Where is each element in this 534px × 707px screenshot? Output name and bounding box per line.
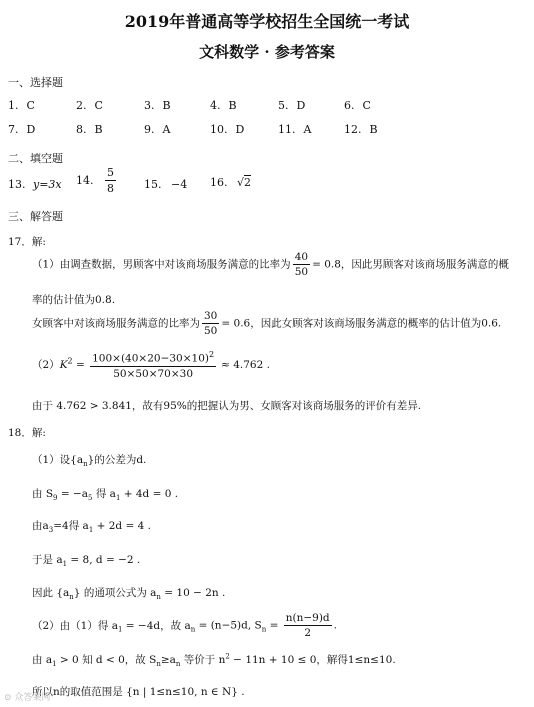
superscript: 2 xyxy=(225,652,230,661)
superscript: 2 xyxy=(67,356,73,366)
q18-line7 xyxy=(32,652,396,668)
text: 女顾客中对该商场服务满意的比率为 xyxy=(32,317,200,330)
fraction-denominator: 8 xyxy=(107,182,114,195)
answer-value: A xyxy=(303,123,312,136)
text: 由a xyxy=(32,520,49,532)
sqrt-expression xyxy=(237,176,251,189)
answer-value: C xyxy=(26,99,35,112)
text: }的公差为d. xyxy=(87,454,147,466)
text: + 4d = 0 . xyxy=(120,488,179,500)
answer-value: y=3x xyxy=(33,178,62,191)
subscript: n xyxy=(175,660,181,669)
text: 由 S xyxy=(32,488,54,500)
fraction-denominator: 50 xyxy=(294,266,309,278)
text: 得 a xyxy=(92,488,116,500)
fill-answer-15 xyxy=(144,178,187,191)
choice-answer xyxy=(210,123,244,136)
text: =4得 a xyxy=(53,520,89,532)
question-number: 2. xyxy=(76,99,87,112)
q17-line2: 率的估计值为0.8. xyxy=(32,294,116,306)
fraction-numerator: 40 xyxy=(294,251,309,263)
subscript: 1 xyxy=(62,560,68,569)
watermark xyxy=(4,690,50,703)
text: 由 a xyxy=(32,654,53,666)
fraction-denominator: 50×50×70×30 xyxy=(113,367,194,380)
fraction xyxy=(293,251,310,278)
choice-answer xyxy=(278,99,305,112)
fraction xyxy=(284,612,332,639)
text: > 0 知 d < 0，故 S xyxy=(56,654,157,666)
fraction-numerator: 30 xyxy=(204,310,218,322)
text: = 0.8 xyxy=(312,258,341,271)
subscript: 1 xyxy=(52,660,57,669)
question-number: 6. xyxy=(344,99,355,112)
text: = (n−5)d, S xyxy=(195,619,262,632)
fraction-denominator: 2 xyxy=(304,627,312,639)
page-subtitle: 文科数学 · 参考答案 xyxy=(199,43,335,61)
question-number: 15. xyxy=(144,178,162,191)
question-number: 9. xyxy=(144,123,155,136)
text: = xyxy=(266,619,282,632)
text: 于是 a xyxy=(32,554,63,566)
q17-label: 17．解: xyxy=(8,236,46,248)
q18-line5 xyxy=(32,585,225,601)
choice-answer xyxy=(8,123,35,136)
choice-answer xyxy=(210,99,237,112)
answer-value: B xyxy=(162,99,171,112)
text: = −a xyxy=(57,488,89,500)
subscript: 5 xyxy=(88,494,93,503)
q17-line1 xyxy=(32,251,509,278)
subscript: 9 xyxy=(53,494,58,503)
text: = xyxy=(72,358,89,371)
text: （2） xyxy=(32,358,60,371)
subscript: n xyxy=(261,625,267,634)
question-number: 12. xyxy=(344,123,362,136)
q17-line5: 由于 4.762 > 3.841，故有95%的把握认为男、女顾客对该商场服务的评价有差异. xyxy=(32,400,422,412)
q18-line8: 所以n的取值范围是 {n | 1≤n≤10, n ∈ N} . xyxy=(32,686,245,698)
choice-answer xyxy=(8,99,35,112)
text: （2）由（1）得 a xyxy=(32,620,118,632)
subscript: n xyxy=(156,660,161,669)
choice-answer xyxy=(144,99,171,112)
text: 100×(40×20−30×10) xyxy=(92,352,209,365)
text: ，因此男顾客对该商场服务满意的概 xyxy=(340,258,509,271)
answer-value: C xyxy=(362,99,371,112)
text: ≈ 4.762 . xyxy=(221,358,270,371)
choice-answer xyxy=(278,123,311,136)
text: } 的通项公式为 a xyxy=(73,587,157,599)
question-number: 8. xyxy=(76,123,87,136)
sqrt-symbol: √ xyxy=(237,176,245,189)
text: = 8, d = −2 . xyxy=(67,554,141,566)
fill-answer-14 xyxy=(76,166,118,195)
question-number: 10. xyxy=(210,123,228,136)
text: = 0.6 xyxy=(221,317,251,330)
text: （1）设{a xyxy=(32,454,84,466)
subscript: 1 xyxy=(117,625,123,634)
fraction-numerator: 5 xyxy=(107,166,114,179)
superscript: 2 xyxy=(209,350,215,359)
question-number: 3. xyxy=(144,99,155,112)
fraction xyxy=(90,350,216,380)
question-number: 7. xyxy=(8,123,19,136)
answer-value: B xyxy=(369,123,378,136)
q17-line4 xyxy=(32,350,270,380)
subscript: n xyxy=(156,593,161,602)
answer-value: C xyxy=(94,99,103,112)
page-title: 2019年普通高等学校招生全国统一考试 xyxy=(124,12,410,31)
section-heading-fill: 二、填空题 xyxy=(8,152,63,165)
fraction-denominator: 50 xyxy=(204,325,218,337)
question-number: 5. xyxy=(278,99,289,112)
question-number: 11. xyxy=(278,123,296,136)
watermark-icon: ⊙ xyxy=(4,693,12,703)
math-symbol: K xyxy=(59,358,68,371)
subscript: 3 xyxy=(48,526,54,535)
answer-value: D xyxy=(26,123,36,136)
text: ≥a xyxy=(160,654,176,666)
q18-line3 xyxy=(32,518,151,534)
text: （1）由调查数据，男顾客中对该商场服务满意的比率为 xyxy=(32,258,291,271)
text: ，因此女顾客对该商场服务满意的概率的估计值为0.6. xyxy=(250,317,502,330)
answer-value: D xyxy=(296,99,306,112)
question-number: 14. xyxy=(76,174,94,187)
text: = 10 − 2n . xyxy=(160,587,226,599)
question-number: 1. xyxy=(8,99,19,112)
q18-line1 xyxy=(32,452,146,468)
subscript: 1 xyxy=(115,494,121,503)
answer-value: B xyxy=(94,123,103,136)
q18-line6 xyxy=(32,612,337,639)
answer-value: A xyxy=(162,123,171,136)
q18-line4 xyxy=(32,552,140,568)
choice-answer xyxy=(344,123,378,136)
subscript: n xyxy=(190,625,196,634)
fill-answer-16 xyxy=(210,176,251,189)
subscript: 1 xyxy=(88,526,94,535)
fraction xyxy=(202,310,219,337)
text: 等价于 n xyxy=(180,654,226,666)
watermark-text: 众答案网 xyxy=(14,693,51,703)
period: . xyxy=(333,619,337,632)
choice-answer xyxy=(144,123,170,136)
sqrt-radicand: 2 xyxy=(244,176,252,189)
section-heading-choice: 一、选择题 xyxy=(8,76,63,89)
q17-line3 xyxy=(32,310,501,337)
answer-value: −4 xyxy=(171,178,188,191)
text: + 2d = 4 . xyxy=(93,520,151,532)
subscript: n xyxy=(83,460,88,469)
choice-answer xyxy=(344,99,371,112)
question-number: 16. xyxy=(210,176,228,189)
fill-answer-13 xyxy=(8,178,62,191)
text: − 11n + 10 ≤ 0，解得1≤n≤10. xyxy=(229,654,396,666)
fraction-numerator xyxy=(90,350,216,367)
q18-label: 18．解: xyxy=(8,427,46,439)
subscript: n xyxy=(69,593,74,602)
answer-value: B xyxy=(228,99,237,112)
question-number: 4. xyxy=(210,99,221,112)
choice-answer xyxy=(76,99,103,112)
q18-line2 xyxy=(32,486,178,502)
question-number: 13. xyxy=(8,178,26,191)
section-heading-solution: 三、解答题 xyxy=(8,210,63,223)
fraction-numerator: n(n−9)d xyxy=(285,612,330,624)
text: 因此 {a xyxy=(32,587,70,599)
fraction xyxy=(105,166,116,195)
answer-value: D xyxy=(235,123,245,136)
text: = −4d，故 a xyxy=(122,620,191,632)
choice-answer xyxy=(76,123,103,136)
